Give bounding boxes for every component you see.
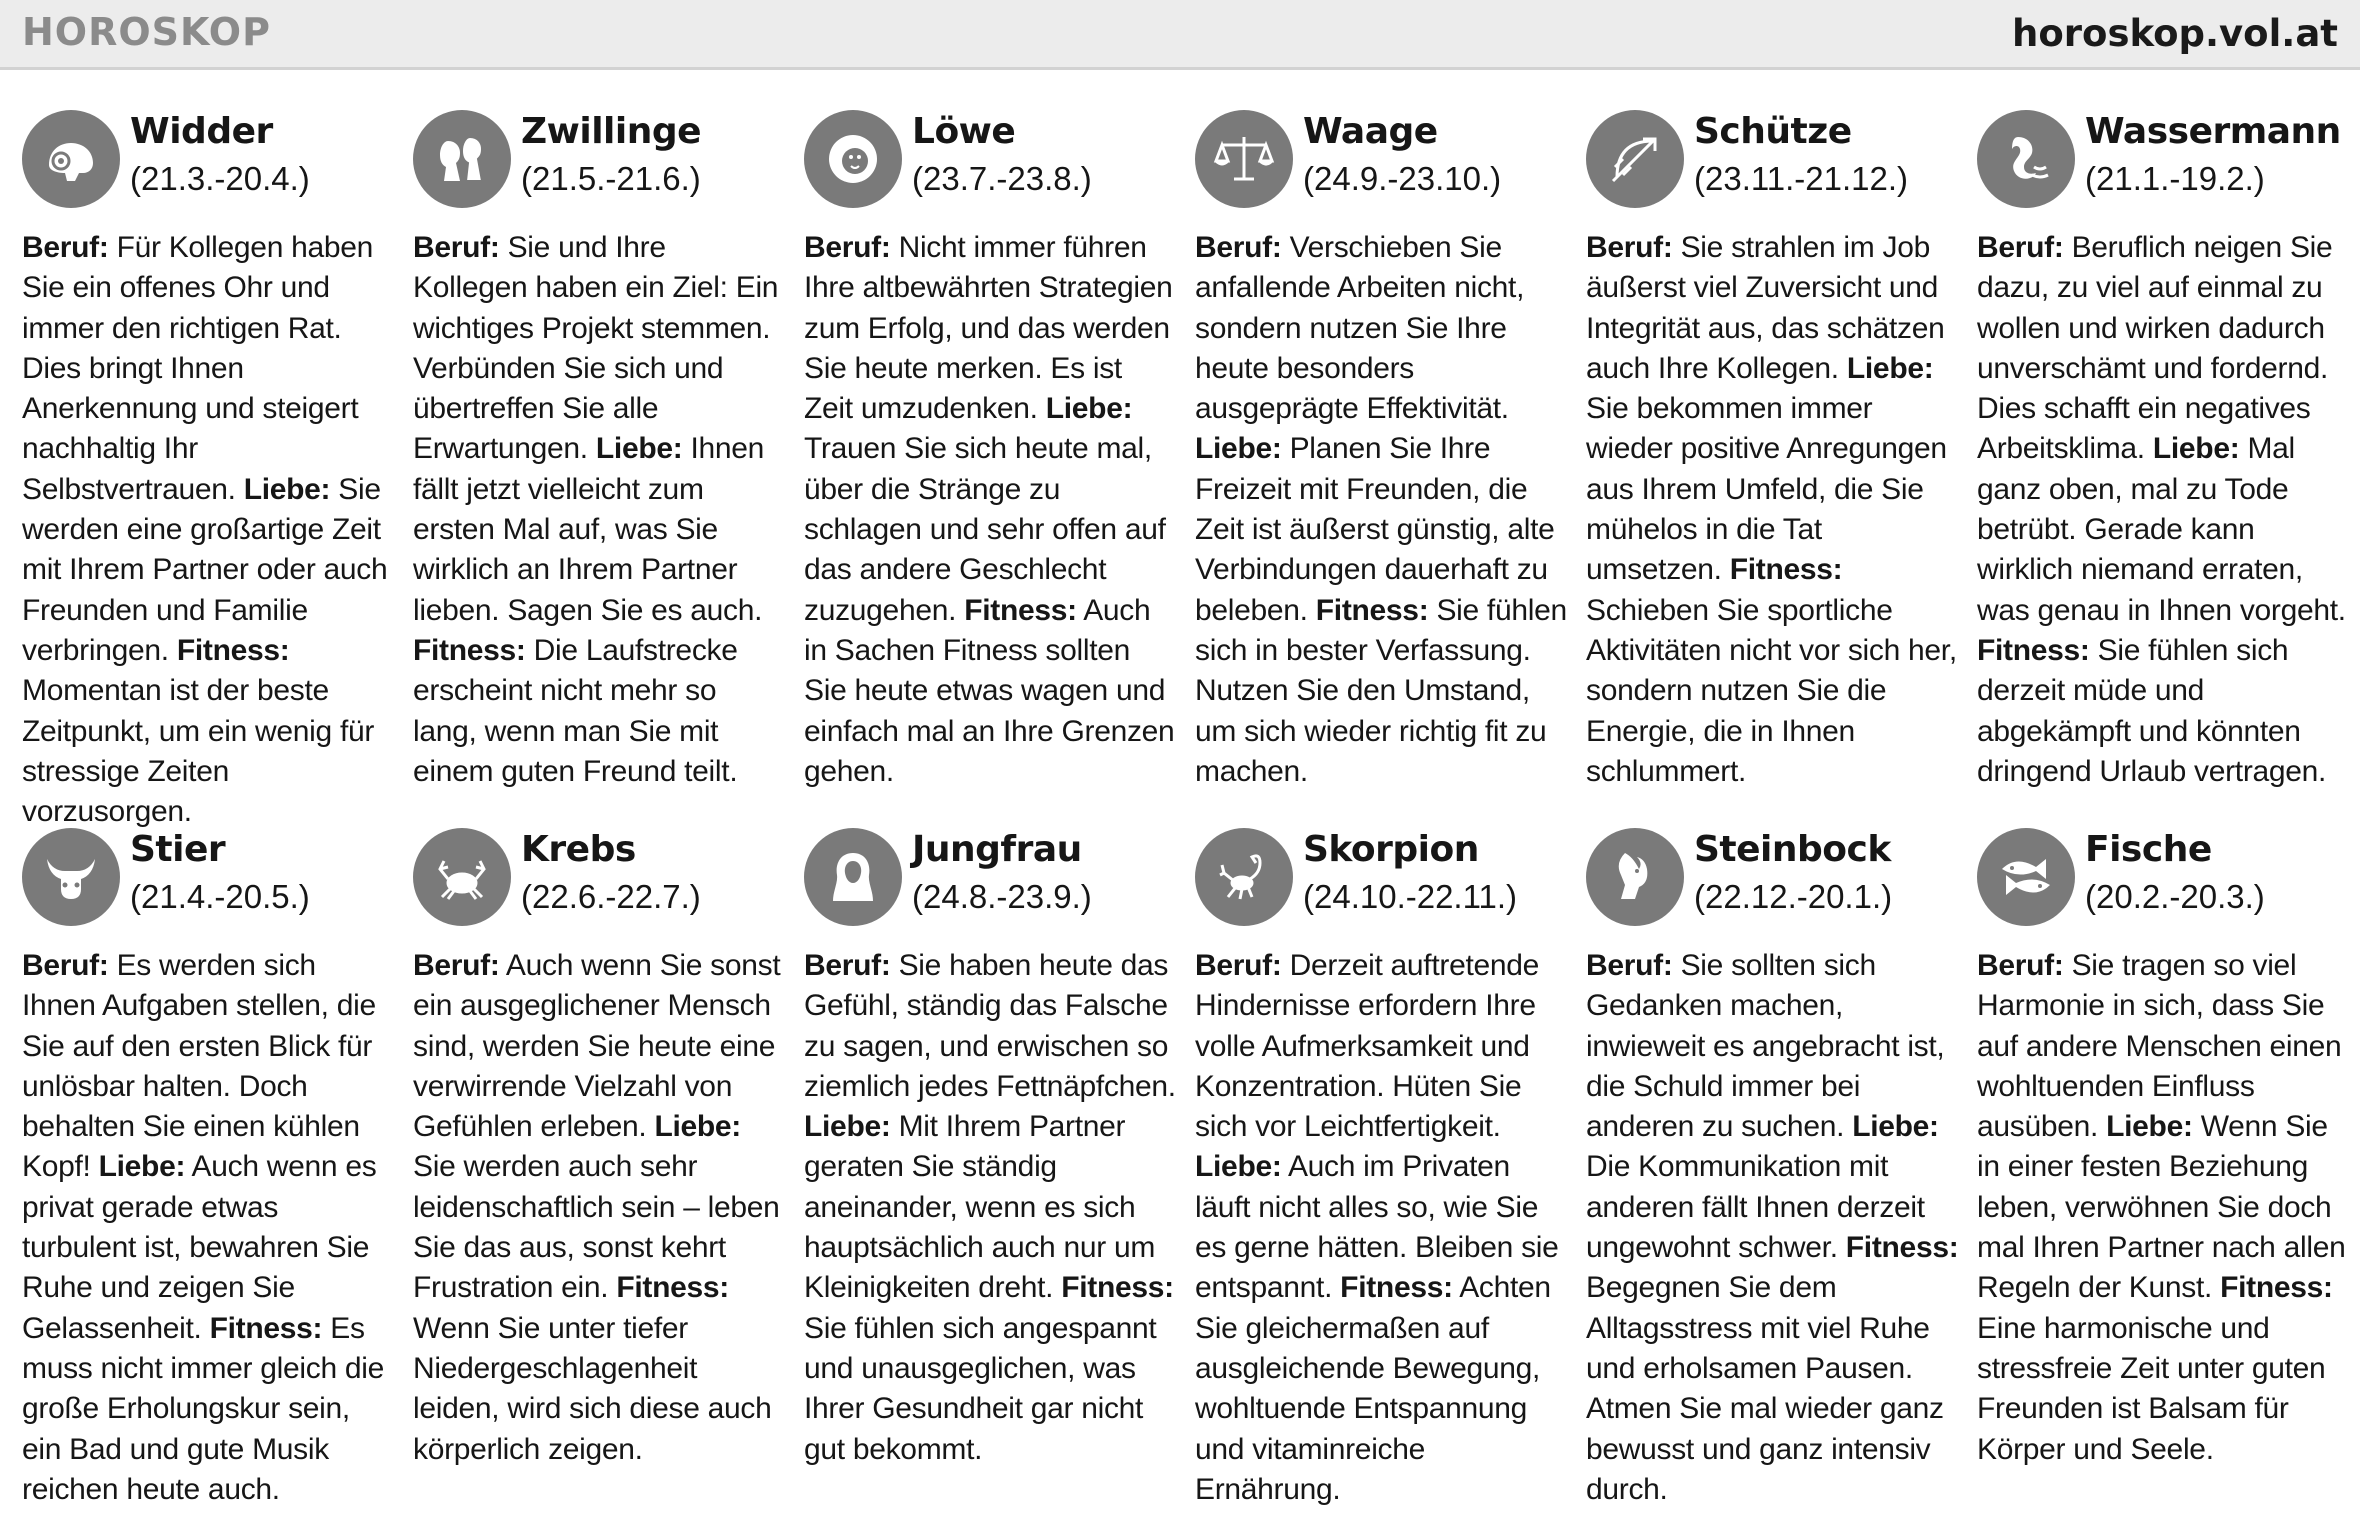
liebe-text: Sie werden eine großartige Zeit mit Ihrem Partner oder auch Freunden und Familie verbringen. [22,472,388,667]
liebe-text: Die Kommunikation mit anderen fällt Ihnen derzeit ungewohnt schwer. [1586,1150,1925,1265]
liebe-text: Ihnen fällt jetzt vielleicht zum ersten Mal auf, was Sie wirklich an Ihrem Partner lieben. Sagen Sie es auch. [413,432,765,627]
beruf-text: Sie tragen so viel Harmonie in sich, dass Sie auf andere Menschen einen wohltuenden Einfluss ausüben. [1977,949,2342,1144]
cancer-crab-icon [413,828,511,926]
sign-header [804,70,1177,197]
sign-fische [1977,788,2350,1466]
beruf-label: Beruf: [804,949,891,982]
sign-name: Fische [2085,829,2212,870]
fitness-label: Fitness: [964,593,1077,627]
sign-dates: (21.5.-21.6.) [521,160,701,197]
sign-waage [1195,70,1568,788]
beruf-label: Beruf: [1195,231,1282,264]
virgo-maiden-icon [804,828,902,926]
sign-dates: (21.4.-20.5.) [130,878,310,915]
sign-text [1195,946,1568,1510]
sign-text [413,228,786,792]
beruf-text: Derzeit auftretende Hindernisse erfordern Ihre volle Aufmerksamkeit und Konzentration. Hüten Sie sich vor Leichtfertigkeit. [1195,949,1540,1144]
sign-dates: (22.6.-22.7.) [521,878,701,915]
beruf-text: Auch wenn Sie sonst ein ausgeglichener Mensch sind, werden Sie heute eine verwirrende Vielzahl von Gefühlen erleben. [413,949,781,1144]
fitness-label: Fitness: [1340,1271,1453,1305]
sign-header [1977,788,2350,915]
beruf-text: Für Kollegen haben Sie ein offenes Ohr und immer den richtigen Rat. Dies bringt Ihnen Anerkennung und steigert nachhaltig Ihr Selbstvertrauen. [22,231,374,506]
sign-name: Schütze [1694,111,1852,152]
sign-name: Widder [130,111,273,152]
scorpio-scorpion-icon [1195,828,1293,926]
sign-name: Skorpion [1303,829,1479,870]
beruf-label: Beruf: [22,231,109,264]
sign-header [22,788,395,915]
fitness-text: Die Laufstrecke erscheint nicht mehr so lang, wenn man Sie mit einem guten Freund teilt. [413,633,738,788]
sign-name: Steinbock [1694,829,1891,870]
liebe-label: Liebe: [2152,432,2240,466]
header-bar [0,0,2360,70]
fitness-text: Sie fühlen sich in bester Verfassung. Nutzen Sie den Umstand, um sich wieder richtig fit zu machen. [1195,593,1567,788]
fitness-text: Begegnen Sie dem Alltagsstress mit viel Ruhe und erholsamen Pausen. Atmen Sie mal wieder ganz bewusst und ganz intensiv durch. [1586,1271,1944,1506]
beruf-label: Beruf: [413,949,500,982]
sign-steinbock [1586,788,1959,1506]
sign-dates: (23.7.-23.8.) [912,160,1092,197]
liebe-label: Liebe: [595,432,683,466]
fitness-text: Auch in Sachen Fitness sollten Sie heute etwas wagen und einfach mal an Ihre Grenzen gehen. [804,593,1175,788]
liebe-label: Liebe: [2106,1110,2193,1144]
liebe-label: Liebe: [804,1110,891,1144]
liebe-text: Mit Ihrem Partner geraten Sie ständig aneinander, wenn es sich hauptsächlich auch nur um Kleinigkeiten dreht. [804,1110,1156,1305]
beruf-text: Verschieben Sie anfallende Arbeiten nicht, sondern nutzen Sie Ihre heute besonders ausgeprägte Effektivität. [1195,231,1525,426]
liebe-text: Auch im Privaten läuft nicht alles so, wie Sie es gerne hätten. Bleiben sie entspannt. [1195,1150,1559,1305]
libra-scales-icon [1195,110,1293,208]
fitness-label: Fitness: [1845,1231,1959,1265]
fitness-text: Es muss nicht immer gleich die große Erholungskur sein, ein Bad und gute Musik reichen heute auch. [22,1311,385,1506]
liebe-text: Sie werden auch sehr leidenschaftlich sein – leben Sie das aus, sonst kehrt Frustration ein. [413,1150,780,1305]
fitness-label: Fitness: [1977,633,2090,667]
site-url[interactable]: horoskop.vol.at [2012,12,2338,55]
sign-zwillinge [413,70,786,788]
beruf-label: Beruf: [22,949,109,982]
aquarius-water-icon [1977,110,2075,208]
leo-lion-icon [804,110,902,208]
liebe-label: Liebe: [1852,1110,1939,1144]
sign-text [804,946,1177,1470]
sign-header [1586,70,1959,197]
beruf-text: Sie sollten sich Gedanken machen, inwieweit es angebracht ist, die Schuld immer bei anderen zu suchen. [1586,949,1945,1144]
liebe-label: Liebe: [1195,432,1282,466]
sign-dates: (20.2.-20.3.) [2085,878,2265,915]
beruf-text: Es werden sich Ihnen Aufgaben stellen, die Sie auf den ersten Blick für unlösbar halten. Doch behalten Sie einen kühlen Kopf! [22,949,376,1184]
sign-text [22,228,395,832]
fitness-text: Schieben Sie sportliche Aktivitäten nicht vor sich her, sondern nutzen Sie die Energie, die in Ihnen schlummert. [1586,593,1957,788]
beruf-label: Beruf: [1977,231,2064,264]
sign-stier [22,788,395,1506]
beruf-text: Sie und Ihre Kollegen haben ein Ziel: Ein wichtiges Projekt stemmen. Verbünden Sie sich und übertreffen Sie alle Erwartungen. [413,231,779,466]
fitness-text: Achten Sie gleichermaßen auf ausgleichende Bewegung, wohltuende Entspannung und vitaminreiche Ernährung. [1195,1271,1551,1506]
liebe-text: Sie bekommen immer wieder positive Anregungen aus Ihrem Umfeld, die Sie mühelos in die Tat umsetzen. [1586,392,1947,587]
beruf-text: Nicht immer führen Ihre altbewährten Strategien zum Erfolg, und das werden Sie heute merken. Es ist Zeit umzudenken. [804,231,1173,426]
sign-header [1977,70,2350,197]
sign-dates: (24.9.-23.10.) [1303,160,1502,197]
sign-krebs [413,788,786,1466]
page-title: HOROSKOP [22,10,271,54]
fitness-label: Fitness: [176,633,290,667]
sign-name: Waage [1303,111,1438,152]
sign-name: Löwe [912,111,1016,152]
sign-text [1977,228,2350,792]
sign-löwe [804,70,1177,788]
sign-header [413,70,786,197]
sign-name: Krebs [521,829,636,870]
fitness-label: Fitness: [2220,1271,2333,1305]
sign-header [22,70,395,197]
sign-text [1195,228,1568,792]
sign-schütze [1586,70,1959,788]
liebe-label: Liebe: [243,472,331,506]
beruf-label: Beruf: [804,231,891,264]
liebe-label: Liebe: [1846,351,1934,385]
capricorn-goat-icon [1586,828,1684,926]
fitness-label: Fitness: [209,1311,323,1345]
sign-name: Wassermann [2085,111,2341,152]
fitness-label: Fitness: [1729,553,1843,587]
sign-dates: (24.8.-23.9.) [912,878,1092,915]
liebe-text: Mal ganz oben, mal zu Tode betrübt. Gerade kann wirklich niemand erraten, was genau in Ihnen vorgeht. [1977,432,2346,627]
sign-text [1586,946,1959,1510]
beruf-label: Beruf: [1195,949,1282,982]
fitness-label: Fitness: [1315,593,1429,627]
sign-dates: (22.12.-20.1.) [1694,878,1893,915]
sign-header [413,788,786,915]
sign-name: Zwillinge [521,111,702,152]
beruf-text: Sie haben heute das Gefühl, ständig das Falsche zu sagen, und erwischen so ziemlich jedes Fettnäpfchen. [804,949,1176,1103]
beruf-text: Sie strahlen im Job äußerst viel Zuversicht und Integrität aus, das schätzen auch Ihre Kollegen. [1586,231,1945,385]
fitness-label: Fitness: [413,633,526,667]
fitness-label: Fitness: [616,1271,729,1305]
sign-text [1586,228,1959,792]
liebe-text: Wenn Sie in einer festen Beziehung leben, verwöhnen Sie doch mal Ihren Partner nach allen Regeln der Kunst. [1977,1110,2346,1305]
sign-text [22,946,395,1510]
fitness-text: Sie fühlen sich derzeit müde und abgekämpft und könnten dringend Urlaub vertragen. [1977,633,2327,788]
fitness-text: Eine harmonische und stressfreie Zeit unter guten Freunden ist Balsam für Körper und Seele. [1977,1311,2326,1466]
beruf-label: Beruf: [1977,949,2064,982]
sign-header [1195,788,1568,915]
liebe-label: Liebe: [98,1150,186,1184]
gemini-twins-icon [413,110,511,208]
aries-ram-icon [22,110,120,208]
sign-skorpion [1195,788,1568,1506]
sign-name: Jungfrau [912,829,1082,870]
liebe-text: Trauen Sie sich heute mal, über die Stränge zu schlagen und sehr offen auf das andere Geschlecht zuzugehen. [804,432,1166,627]
sign-header [1195,70,1568,197]
sign-header [804,788,1177,915]
fitness-text: Sie fühlen sich angespannt und unausgeglichen, was Ihrer Gesundheit gar nicht gut bekommt. [804,1311,1157,1466]
sign-name: Stier [130,829,226,870]
beruf-label: Beruf: [413,231,500,264]
sign-text [413,946,786,1470]
sign-header [1586,788,1959,915]
beruf-label: Beruf: [1586,231,1673,264]
sign-wassermann [1977,70,2350,788]
taurus-bull-icon [22,828,120,926]
sign-dates: (21.3.-20.4.) [130,160,310,197]
horoscope-grid [0,70,2360,1531]
sign-text [804,228,1177,792]
liebe-label: Liebe: [654,1110,741,1144]
fitness-text: Momentan ist der beste Zeitpunkt, um ein wenig für stressige Zeiten vorzusorgen. [22,674,375,829]
sagittarius-archer-icon [1586,110,1684,208]
sign-dates: (24.10.-22.11.) [1303,878,1518,915]
fitness-text: Wenn Sie unter tiefer Niedergeschlagenheit leiden, wird sich diese auch körperlich zeigen. [413,1311,772,1466]
liebe-text: Auch wenn es privat gerade etwas turbulent ist, bewahren Sie Ruhe und zeigen Sie Gelassenheit. [22,1150,377,1345]
sign-text [1977,946,2350,1470]
sign-jungfrau [804,788,1177,1466]
sign-dates: (23.11.-21.12.) [1694,160,1909,197]
sign-dates: (21.1.-19.2.) [2085,160,2265,197]
liebe-label: Liebe: [1195,1150,1282,1184]
beruf-label: Beruf: [1586,949,1673,982]
liebe-label: Liebe: [1045,392,1133,426]
sign-widder [22,70,395,829]
pisces-fish-icon [1977,828,2075,926]
fitness-label: Fitness: [1061,1271,1174,1305]
beruf-text: Beruflich neigen Sie dazu, zu viel auf einmal zu wollen und wirken dadurch unverschämt und fordernd. Dies schafft ein negatives Arbeitsklima. [1977,231,2333,466]
liebe-text: Planen Sie Ihre Freizeit mit Freunden, die Zeit ist äußerst günstig, alte Verbindungen dauerhaft zu beleben. [1195,432,1555,627]
